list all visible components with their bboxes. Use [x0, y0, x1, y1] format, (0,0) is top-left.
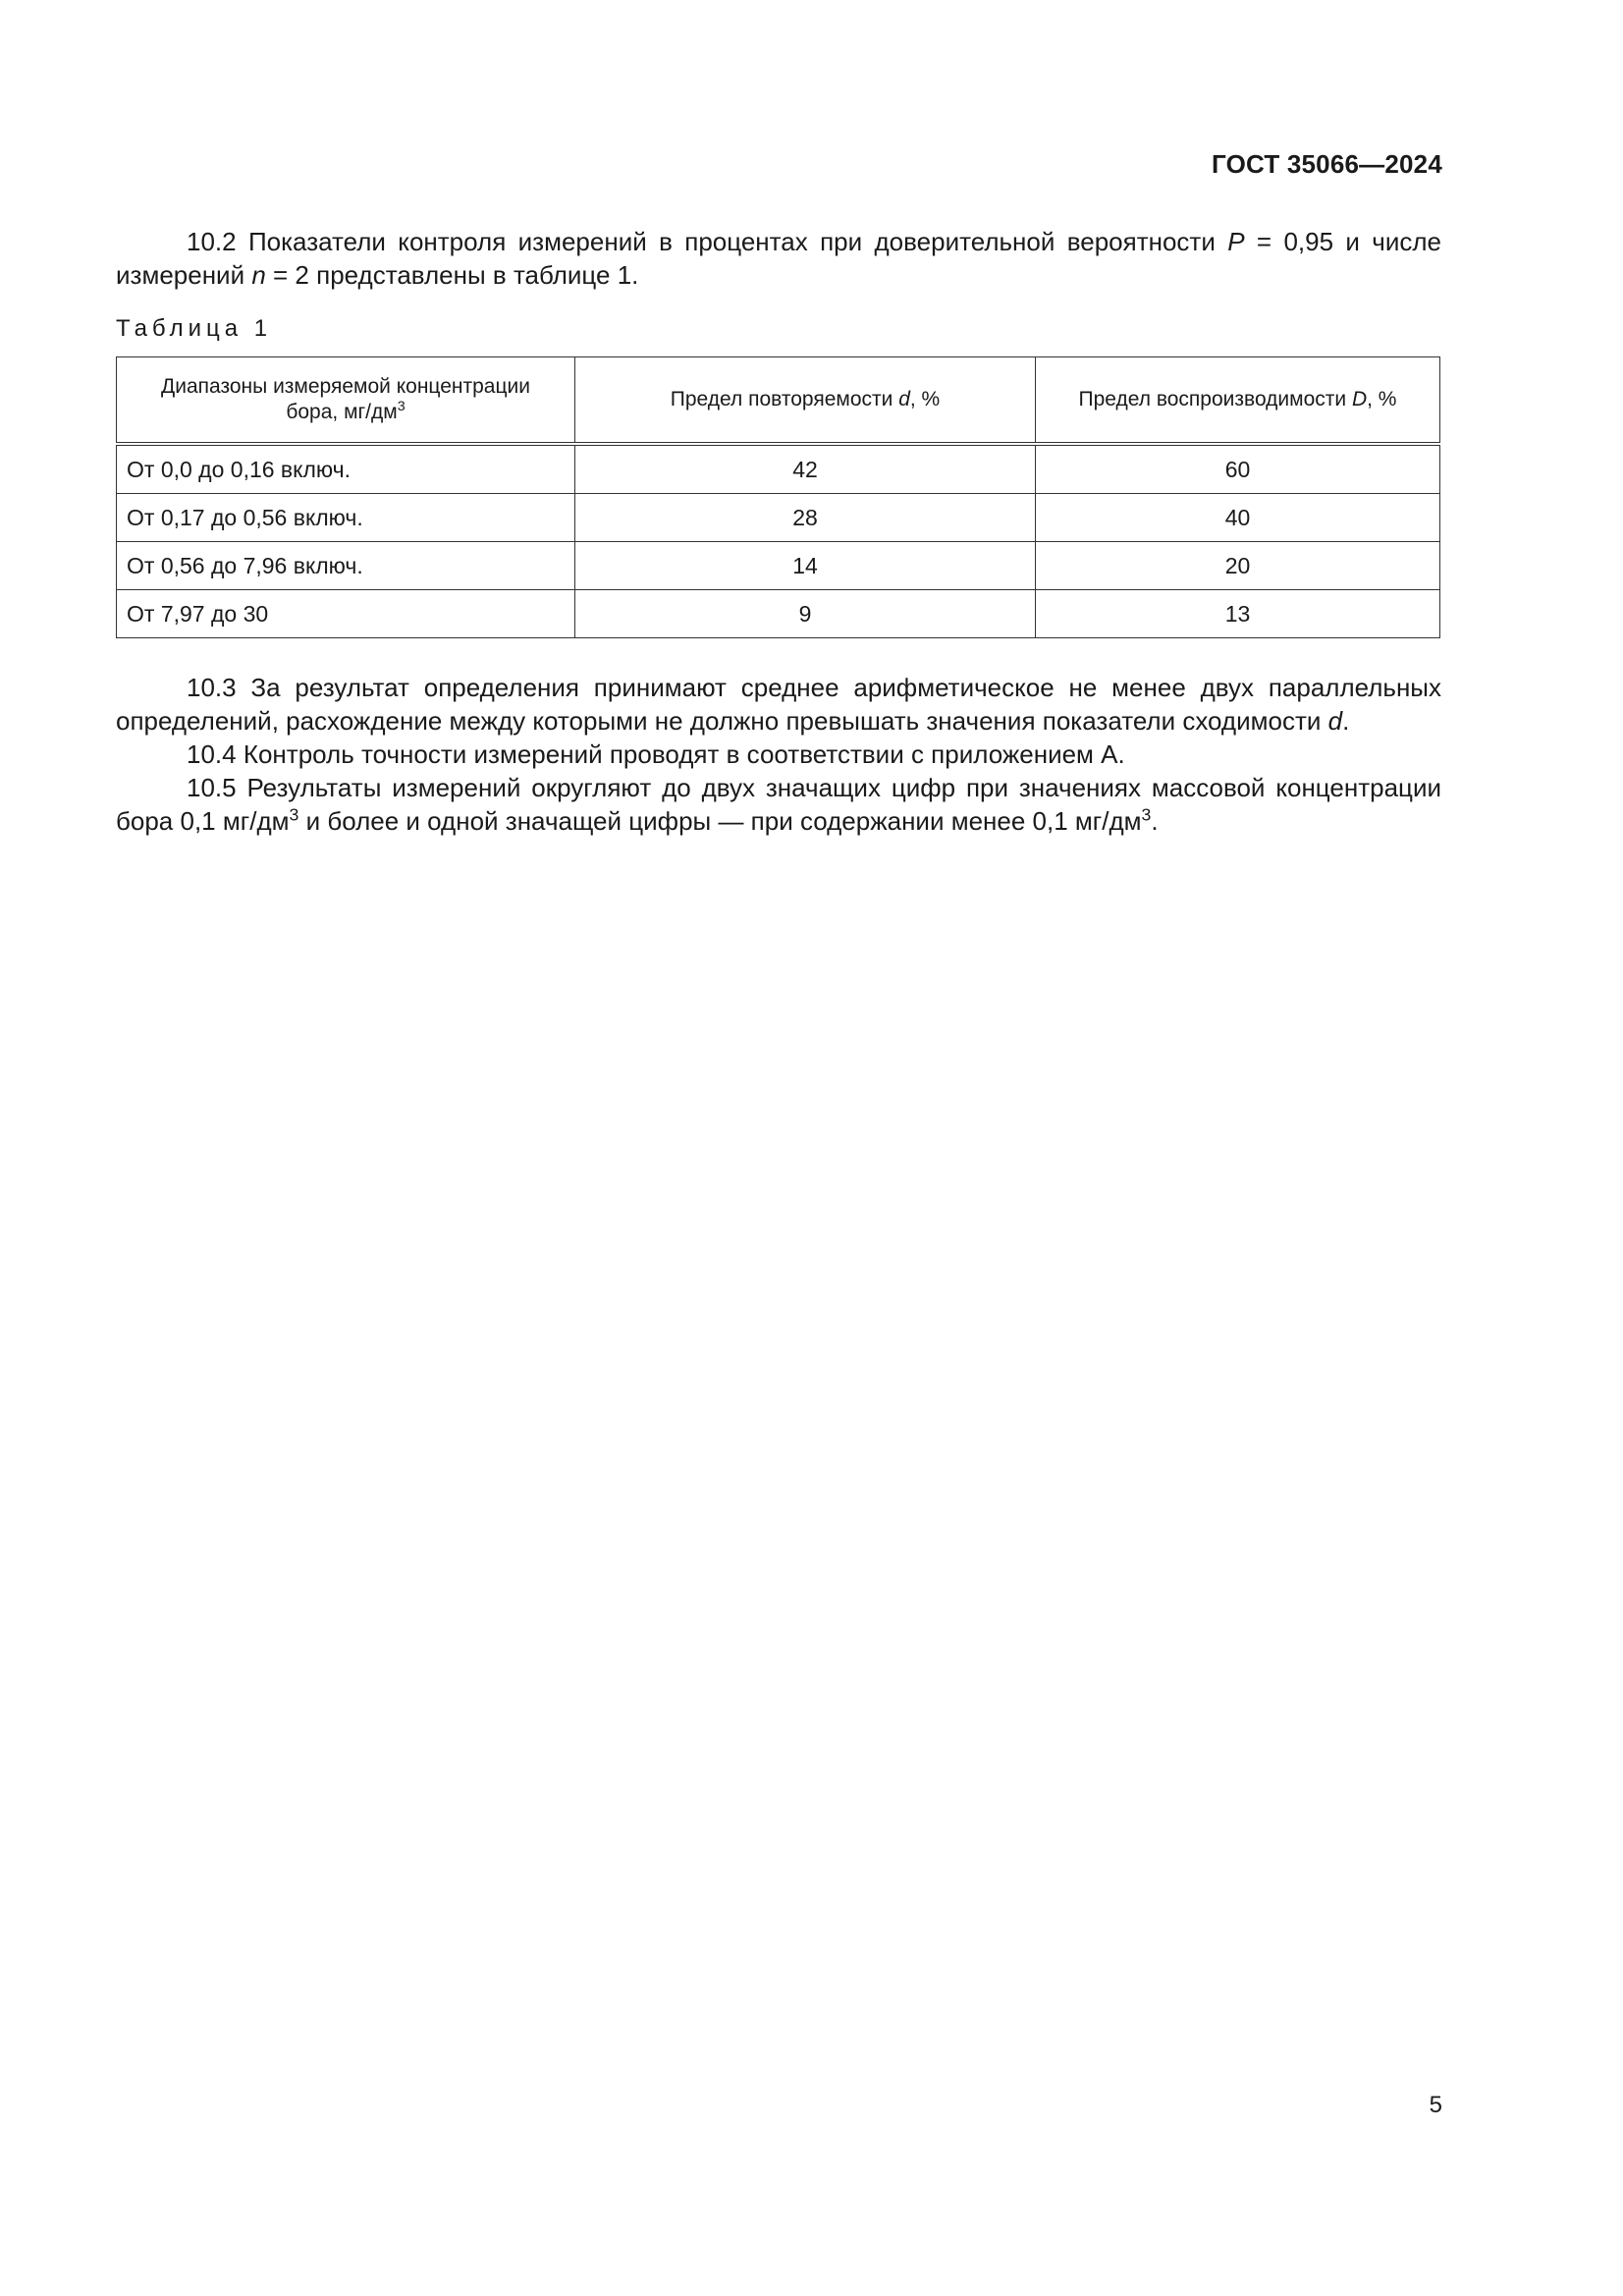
section-10-2 [116, 225, 1441, 292]
header-range-line2: бора, мг/дм [286, 401, 398, 423]
paragraph-10-4: 10.4 Контроль точности измерений проводят в соответствии с приложением А. [187, 739, 1125, 769]
table-row [117, 542, 1440, 590]
table-caption: Таблица 1 [116, 315, 273, 342]
para-10-5-text-1: 10.5 Результаты измерений округляют до двух значащих цифр при значениях массовой концентрации бора 0,1 мг/дм [116, 773, 1441, 836]
cell-repeatability: 14 [575, 542, 1036, 590]
header-repeat-text: Предел повторяемости [670, 388, 899, 410]
cell-reproducibility: 60 [1036, 444, 1440, 494]
variable-n: n [251, 260, 266, 290]
variable-d: d [1327, 706, 1343, 736]
header-range-line1: Диапазоны измеряемой концентрации [161, 375, 530, 398]
table-row [117, 444, 1440, 494]
paragraph-10-5 [116, 771, 1441, 838]
header-reprod-var: D [1351, 388, 1368, 410]
para-10-2-text-3: = 2 представлены в таблице 1. [265, 260, 639, 290]
variable-p: P [1227, 227, 1245, 256]
header-repeatability-limit [575, 357, 1036, 445]
cell-range: От 7,97 до 30 [117, 590, 575, 638]
table-header-row [117, 357, 1440, 445]
cell-reproducibility: 20 [1036, 542, 1440, 590]
cell-range: От 0,0 до 0,16 включ. [117, 444, 575, 494]
header-reprod-unit: , % [1367, 388, 1397, 410]
para-10-5-sup-1: 3 [289, 804, 299, 825]
header-reprod-text: Предел воспроизводимости [1078, 388, 1352, 410]
sections-10-3-to-10-5 [116, 671, 1441, 838]
para-10-2-text-1: 10.2 Показатели контроля измерений в процентах при доверительной вероятности [187, 227, 1228, 256]
para-10-3-text: 10.3 За результат определения принимают среднее арифметическое не менее двух параллельных определений, расхождение между которыми не должно превышать значения показатели сходимости [116, 673, 1441, 736]
cell-repeatability: 42 [575, 444, 1036, 494]
page-number: 5 [1429, 2092, 1442, 2118]
cell-range: От 0,56 до 7,96 включ. [117, 542, 575, 590]
para-10-3-end: . [1342, 706, 1350, 736]
cell-range: От 0,17 до 0,56 включ. [117, 494, 575, 542]
table-precision-limits [116, 356, 1440, 638]
paragraph-10-2 [116, 225, 1441, 292]
paragraph-10-3 [116, 671, 1441, 738]
header-concentration-range [117, 357, 575, 445]
header-range-sup: 3 [397, 399, 406, 415]
cell-reproducibility: 40 [1036, 494, 1440, 542]
para-10-2-text-2: = 0,95 и числе измерений [116, 227, 1441, 290]
table-row [117, 590, 1440, 638]
table-row [117, 494, 1440, 542]
document-code-header: ГОСТ 35066—2024 [1212, 149, 1442, 179]
para-10-5-text-2: и более и одной значащей цифры — при содержании менее 0,1 мг/дм [298, 806, 1142, 836]
para-10-5-text-3: . [1151, 806, 1159, 836]
header-repeat-var: d [898, 388, 910, 410]
cell-reproducibility: 13 [1036, 590, 1440, 638]
cell-repeatability: 9 [575, 590, 1036, 638]
cell-repeatability: 28 [575, 494, 1036, 542]
header-reproducibility-limit [1036, 357, 1440, 445]
header-repeat-unit: , % [909, 388, 941, 410]
para-10-5-sup-2: 3 [1141, 804, 1152, 825]
